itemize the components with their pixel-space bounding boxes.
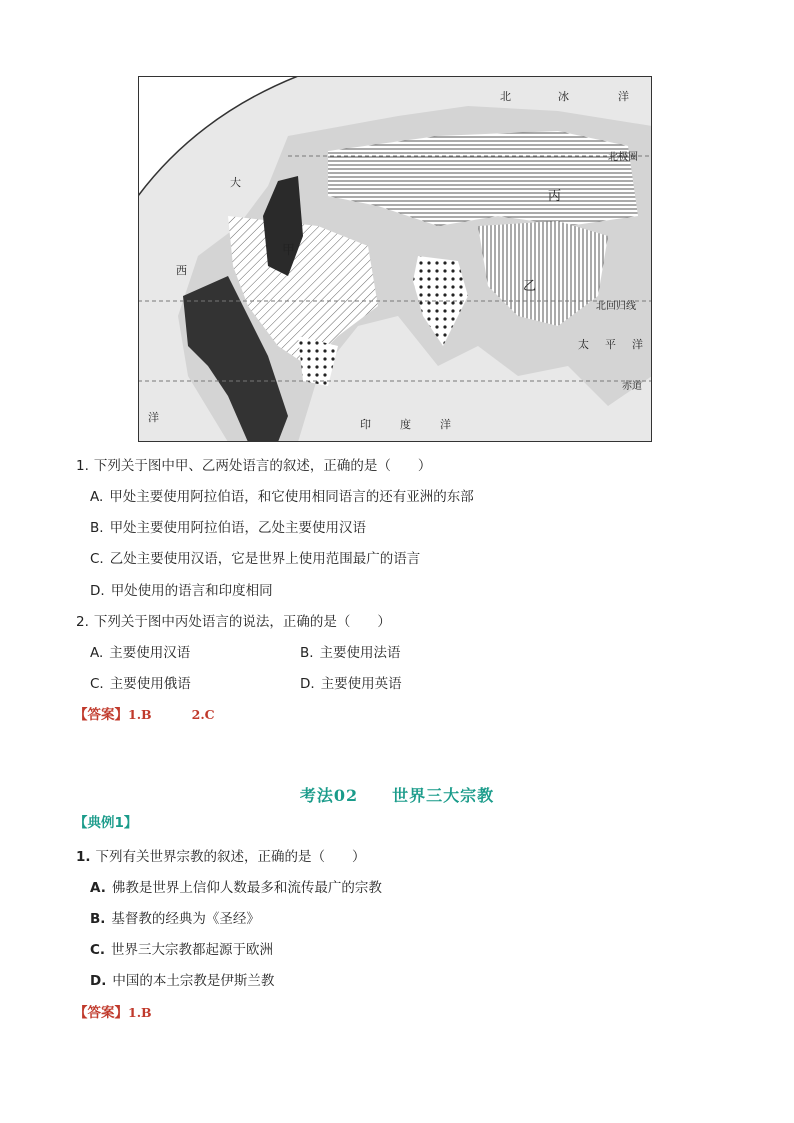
section-title: 考法02 世界三大宗教 — [299, 786, 495, 805]
q2-option-a — [90, 643, 190, 663]
option-letter: B. — [300, 645, 314, 661]
answer-value: 1.B — [128, 1005, 152, 1020]
question-text: 下列关于图中甲、乙两处语言的叙述，正确的是（ ） — [93, 458, 432, 474]
question-text: 下列关于图中丙处语言的说法，正确的是（ ） — [93, 614, 391, 630]
q1-option-b — [90, 518, 366, 538]
question-number: 2. — [76, 614, 89, 630]
answer-label: 【答案】 — [74, 1005, 128, 1021]
q1-option-c — [90, 549, 420, 569]
option-text: 佛教是世界上信仰人数最多和流传最广的宗教 — [111, 880, 382, 896]
option-letter: C. — [90, 676, 104, 692]
option-letter: A. — [90, 645, 104, 661]
label-atlantic-3: 洋 — [148, 411, 159, 424]
option-letter: D. — [90, 973, 107, 989]
religion-option-b — [90, 909, 260, 929]
label-indian-3: 洋 — [440, 418, 451, 431]
option-text: 主要使用俄语 — [109, 676, 191, 692]
option-letter: A. — [90, 880, 106, 896]
q1-option-d — [90, 581, 273, 601]
label-atlantic-2: 西 — [176, 264, 187, 277]
language-map — [138, 76, 652, 442]
answer-2 — [74, 1003, 152, 1023]
option-text: 主要使用英语 — [320, 676, 402, 692]
religion-option-c — [90, 940, 273, 960]
answer-value: 2.C — [191, 707, 215, 722]
question-2-stem — [76, 612, 391, 632]
option-text: 中国的本土宗教是伊斯兰教 — [112, 973, 275, 989]
option-text: 主要使用汉语 — [109, 645, 191, 661]
option-text: 世界三大宗教都起源于欧洲 — [111, 942, 274, 958]
q2-option-d — [300, 674, 402, 694]
label-atlantic-1: 大 — [230, 176, 241, 189]
answer-1 — [74, 705, 215, 725]
q2-option-c — [90, 674, 191, 694]
label-yi: 乙 — [523, 279, 537, 294]
question-number: 1. — [76, 458, 89, 474]
option-text: 甲处主要使用阿拉伯语，和它使用相同语言的还有亚洲的东部 — [109, 489, 474, 505]
option-text: 甲处主要使用阿拉伯语，乙处主要使用汉语 — [109, 520, 367, 536]
label-indian-2: 度 — [400, 418, 411, 431]
option-letter: D. — [90, 583, 105, 599]
option-letter: D. — [300, 676, 315, 692]
option-text: 甲处使用的语言和印度相同 — [110, 583, 273, 599]
label-tropic: 北回归线 — [596, 301, 636, 312]
option-text: 乙处主要使用汉语，它是世界上使用范围最广的语言 — [109, 551, 421, 567]
religion-option-a — [90, 878, 382, 898]
label-north: 北 — [500, 90, 511, 103]
label-arctic-circle: 北极圈 — [608, 152, 638, 163]
q1-option-a — [90, 487, 474, 507]
label-bing: 丙 — [548, 189, 562, 204]
religion-option-d — [90, 971, 274, 991]
label-ocean: 洋 — [618, 90, 629, 103]
label-jia: 甲 — [282, 243, 296, 258]
option-letter: C. — [90, 942, 106, 958]
label-pacific-2: 平 — [605, 338, 616, 351]
question-1-stem — [76, 456, 431, 476]
option-text: 基督教的经典为《圣经》 — [111, 911, 260, 927]
option-letter: A. — [90, 489, 104, 505]
option-letter: B. — [90, 911, 106, 927]
label-equator: 赤道 — [622, 381, 642, 392]
q2-option-b — [300, 643, 401, 663]
question-text: 下列有关世界宗教的叙述，正确的是（ ） — [95, 849, 366, 865]
label-ice: 冰 — [558, 90, 569, 103]
option-letter: C. — [90, 551, 104, 567]
option-letter: B. — [90, 520, 104, 536]
option-text: 主要使用法语 — [319, 645, 401, 661]
question-number: 1. — [76, 849, 91, 865]
answer-label: 【答案】 — [74, 707, 128, 723]
religion-question-stem — [76, 847, 366, 867]
example-tag — [74, 813, 137, 833]
label-pacific-1: 太 — [578, 338, 589, 351]
example-label: 【典例1】 — [74, 815, 138, 831]
label-indian-1: 印 — [360, 418, 371, 431]
label-pacific-3: 洋 — [632, 338, 643, 351]
answer-value: 1.B — [128, 707, 152, 722]
